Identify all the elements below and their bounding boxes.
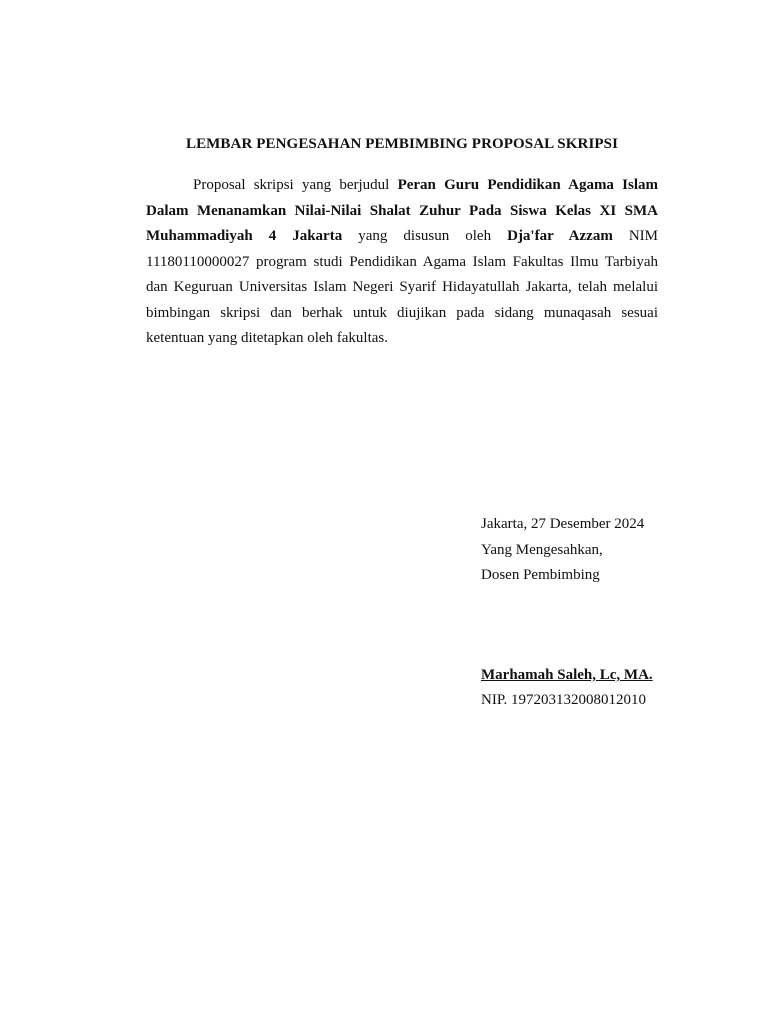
- place-date: Jakarta, 27 Desember 2024: [481, 516, 645, 532]
- approval-label: Yang Mengesahkan,: [481, 541, 603, 558]
- thesis-title: Peran Guru Pendidikan Agama Islam Dalam Menanamkan Nilai-Nilai Shalat Zuhur Pada Siswa Kelas XI SMA Muhammadiyah 4 Jakarta: [146, 177, 658, 244]
- supervisor-name: Marhamah Saleh, Lc, MA.: [481, 667, 653, 683]
- supervisor-nip: NIP. 197203132008012010: [481, 692, 647, 708]
- paragraph-intro: Proposal skripsi yang berjudul: [193, 177, 398, 193]
- paragraph-rest: NIM 11180110000027 program studi Pendidikan Agama Islam Fakultas Ilmu Tarbiyah dan Keguruan Universitas Islam Negeri Syarif Hidayatullah Jakarta, telah melalui bimbingan skripsi dan berhak untuk diujikan pada sidang munaqasah sesuai ketentuan yang ditetapkan oleh fakultas.: [146, 228, 659, 346]
- document-title: LEMBAR PENGESAHAN PEMBIMBING PROPOSAL SKRIPSI: [185, 136, 619, 152]
- approval-paragraph: [146, 173, 658, 352]
- supervisor-role: Dosen Pembimbing: [481, 567, 600, 583]
- student-name: Dja'far Azzam: [507, 228, 613, 244]
- paragraph-mid: yang disusun oleh: [342, 228, 508, 244]
- signature-block: [481, 512, 741, 589]
